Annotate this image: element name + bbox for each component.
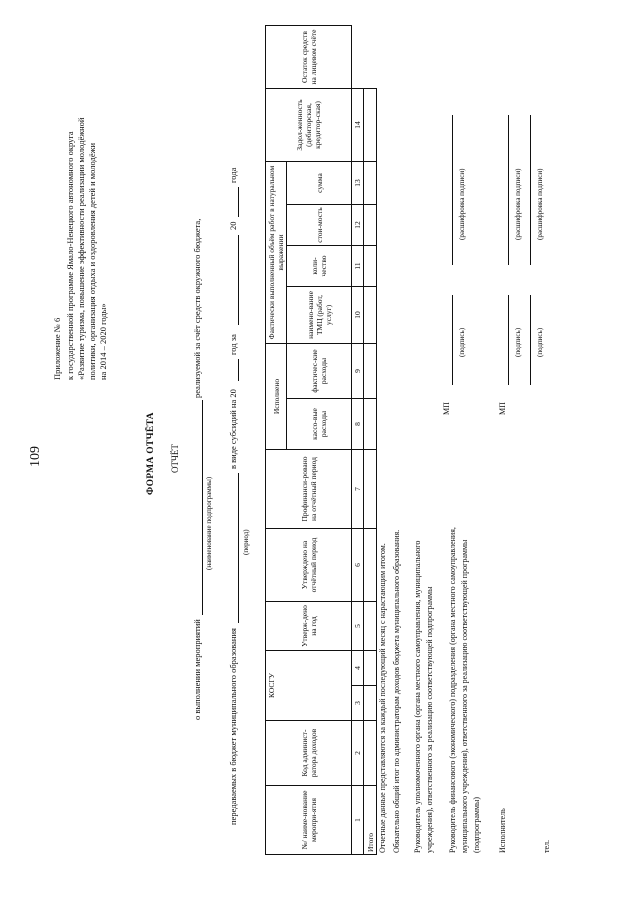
col-header-10: коли-чество [287, 246, 352, 287]
col-number: 14 [352, 89, 364, 162]
table-cell [364, 602, 377, 651]
appendix-line: на 2014 – 2020 годы» [98, 303, 108, 380]
signature-caption: (подпись) [458, 327, 466, 357]
col-header-4: Утверж-дено на год [266, 602, 352, 651]
header-line2-left: передаваемых в бюджет муниципального образования [228, 628, 238, 825]
signature-head1-line: Руководитель уполномоченного органа (органа местного самоуправления, муниципального [413, 540, 422, 853]
table-cell [364, 287, 377, 344]
signature-head2-line: (подпрограммы) [472, 796, 481, 853]
header-line2-mid: в виде субсидий на 20 [228, 389, 238, 469]
form-title: ФОРМА ОТЧЁТА [146, 412, 156, 495]
municipality-blank [238, 473, 239, 623]
col-number: 13 [352, 162, 364, 205]
header-line2-year: 20 [228, 221, 238, 230]
table-cell [364, 344, 377, 399]
col-number: 1 [352, 786, 364, 855]
table-cell [364, 686, 377, 721]
decoding-line [452, 115, 453, 265]
col-header-9: наимено-вание ТМЦ (работ, услуг) [287, 287, 352, 344]
col-header-7: кассо-вые расходы [287, 399, 352, 450]
subprogram-name-blank [202, 400, 203, 615]
col-number: 5 [352, 602, 364, 651]
col-header-13: Задол-женность (дебиторская, кредитор-ская) [266, 89, 352, 162]
col-number: 8 [352, 399, 364, 450]
decoding-caption: (расшифровка подписи) [514, 168, 522, 240]
table-cell [364, 529, 377, 602]
signature-head2-line: Руководитель финансового (экономического) подразделения (органа местного самоуправления, [448, 527, 457, 853]
signature-line [530, 295, 531, 385]
decoding-line [508, 115, 509, 265]
decoding-caption: (расшифровка подписи) [458, 168, 466, 240]
tel-label: тел. [542, 839, 551, 853]
col-header-14: Остаток средств на лицевом счёте [266, 26, 352, 89]
col-header-8: фактичес-кие расходы [287, 344, 352, 399]
appendix-line: «Развитие туризма, повышение эффективности реализации молодёжной [76, 117, 86, 380]
col-header-2: Код админист-ратора доходов [266, 721, 352, 786]
mp-stamp-label: МП [498, 402, 507, 415]
period-caption: (период) [242, 529, 250, 555]
table-cell [364, 89, 377, 162]
note-line: Обязательно общий итог по администраторам доходов бюджета муниципального образования. [392, 529, 401, 853]
year-blank [238, 359, 239, 381]
mp-stamp-label: МП [442, 402, 451, 415]
col-header-3: КОСГУ [266, 651, 352, 721]
header-line1-right: реализуемой за счёт средств окружного бюджета, [192, 218, 202, 398]
col-number: 6 [352, 529, 364, 602]
col-number: 4 [352, 651, 364, 686]
col-number: 12 [352, 205, 364, 246]
decoding-line [530, 115, 531, 265]
period-blank [238, 235, 239, 325]
col-header-11: стои-мость [287, 205, 352, 246]
col-number: 10 [352, 287, 364, 344]
col-number: 11 [352, 246, 364, 287]
table-cell [364, 399, 377, 450]
appendix-line: к государственной программе Ямало-Ненецкого автономного округа [65, 131, 75, 380]
page-number: 109 [28, 446, 43, 467]
decoding-caption: (расшифровка подписи) [536, 168, 544, 240]
col-number: 3 [352, 686, 364, 721]
report-title: ОТЧЁТ [170, 444, 180, 473]
col-header-1: №/ наиме-нование меропри-ятия [266, 786, 352, 855]
table-cell [364, 246, 377, 287]
col-header-6: Профинанси-ровано на отчётный период [266, 450, 352, 529]
note-line: Отчетные данные представляются за каждый последующий месяц с нарастающим итогом. [378, 543, 387, 853]
signature-caption: (подпись) [514, 327, 522, 357]
report-table [265, 25, 377, 855]
signature-head2-line: муниципального учреждения), ответственного за реализацию соответствующей программы [460, 539, 469, 853]
col-header-executed: Исполнено [266, 344, 287, 450]
col-number: 9 [352, 344, 364, 399]
table-cell [364, 205, 377, 246]
signature-head1-line: учреждения), ответственного за реализацию соответствующей подпрограммы [425, 586, 434, 853]
header-line2-mid2: год за [228, 334, 238, 355]
rotated-document-page [20, 20, 620, 885]
appendix-line: политики, организация отдыха и оздоровления детей и молодёжи [87, 142, 97, 380]
table-total-row [364, 26, 377, 855]
header-line1-left: о выполнении мероприятий [192, 619, 202, 720]
col-header-actual: Фактически выполненный объём работ в натуральном выражении [266, 162, 287, 344]
executor-label: Исполнитель [498, 808, 507, 853]
signature-caption: (подпись) [536, 327, 544, 357]
table-numbers-row [352, 26, 364, 855]
col-header-12: сумма [287, 162, 352, 205]
table-cell [364, 651, 377, 686]
col-number: 7 [352, 450, 364, 529]
appendix-title: Приложение № 6 [52, 317, 62, 380]
year2-blank [238, 187, 239, 217]
appendix-block [52, 35, 109, 380]
col-header-5: Утверждено на отчётный период [266, 529, 352, 602]
table-cell [364, 162, 377, 205]
signature-line [452, 295, 453, 385]
subprogram-caption: (наименование подпрограммы) [205, 476, 213, 570]
col-number: 2 [352, 721, 364, 786]
table-cell [364, 450, 377, 529]
total-label: Итого [364, 786, 377, 855]
header-line2-right: года [228, 167, 238, 183]
table-header-row [266, 26, 287, 855]
table-cell [364, 721, 377, 786]
signature-line [508, 295, 509, 385]
